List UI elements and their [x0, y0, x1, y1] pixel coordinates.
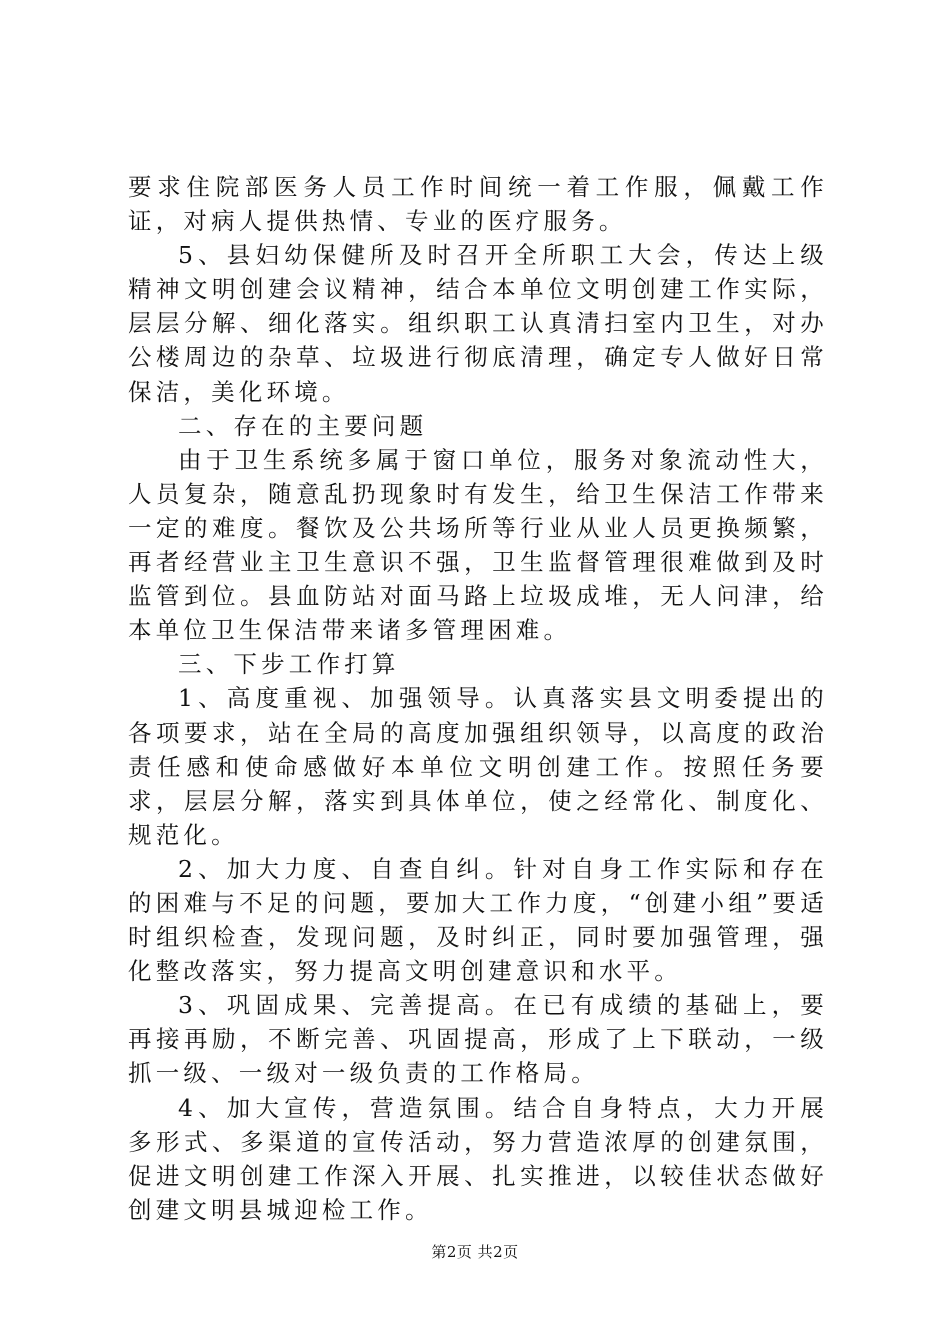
document-body [128, 170, 828, 1227]
section-heading-problems: 二、存在的主要问题 [178, 411, 428, 440]
paragraph-next-step-2: 2、加大力度、自查自纠。针对自身工作实际和存在的困难与不足的问题，要加大工作力度，“创建小组”要适时组织检查，发现问题，及时纠正，同时要加强管理，强化整改落实，努力提高文明创建意识和水平。 [128, 854, 828, 986]
paragraph-next-step-4: 4、加大宣传，营造氛围。结合自身特点，大力开展多形式、多渠道的宣传活动，努力营造浓厚的创建氛围，促进文明创建工作深入开展、扎实推进，以较佳状态做好创建文明县城迎检工作。 [128, 1093, 828, 1224]
paragraph-item-5: 5、县妇幼保健所及时召开全所职工大会，传达上级精神文明创建会议精神，结合本单位文明创建工作实际，层层分解、细化落实。组织职工认真清扫室内卫生，对办公楼周边的杂草、垃圾进行彻底清理，确定专人做好日常保洁，美化环境。 [128, 241, 828, 406]
page-footer: 第2页 共2页 [431, 1243, 519, 1261]
paragraph-next-step-1: 1、高度重视、加强领导。认真落实县文明委提出的各项要求，站在全局的高度加强组织领导，以高度的政治责任感和使命感做好本单位文明创建工作。按照任务要求，层层分解，落实到具体单位，使之经常化、制度化、规范化。 [128, 684, 828, 849]
paragraph-problems: 由于卫生系统多属于窗口单位，服务对象流动性大，人员复杂，随意乱扔现象时有发生，给卫生保洁工作带来一定的难度。餐饮及公共场所等行业从业人员更换频繁，再者经营业主卫生意识不强，卫生监督管理很难做到及时监管到位。县血防站对面马路上垃圾成堆，无人问津，给本单位卫生保洁带来诸多管理困难。 [128, 445, 828, 645]
paragraph-next-step-3: 3、巩固成果、完善提高。在已有成绩的基础上，要再接再励，不断完善、巩固提高，形成了上下联动，一级抓一级、一级对一级负责的工作格局。 [128, 991, 828, 1088]
section-heading-next-steps: 三、下步工作打算 [178, 650, 400, 679]
paragraph-continuation: 要求住院部医务人员工作时间统一着工作服，佩戴工作证，对病人提供热情、专业的医疗服务。 [128, 173, 828, 236]
